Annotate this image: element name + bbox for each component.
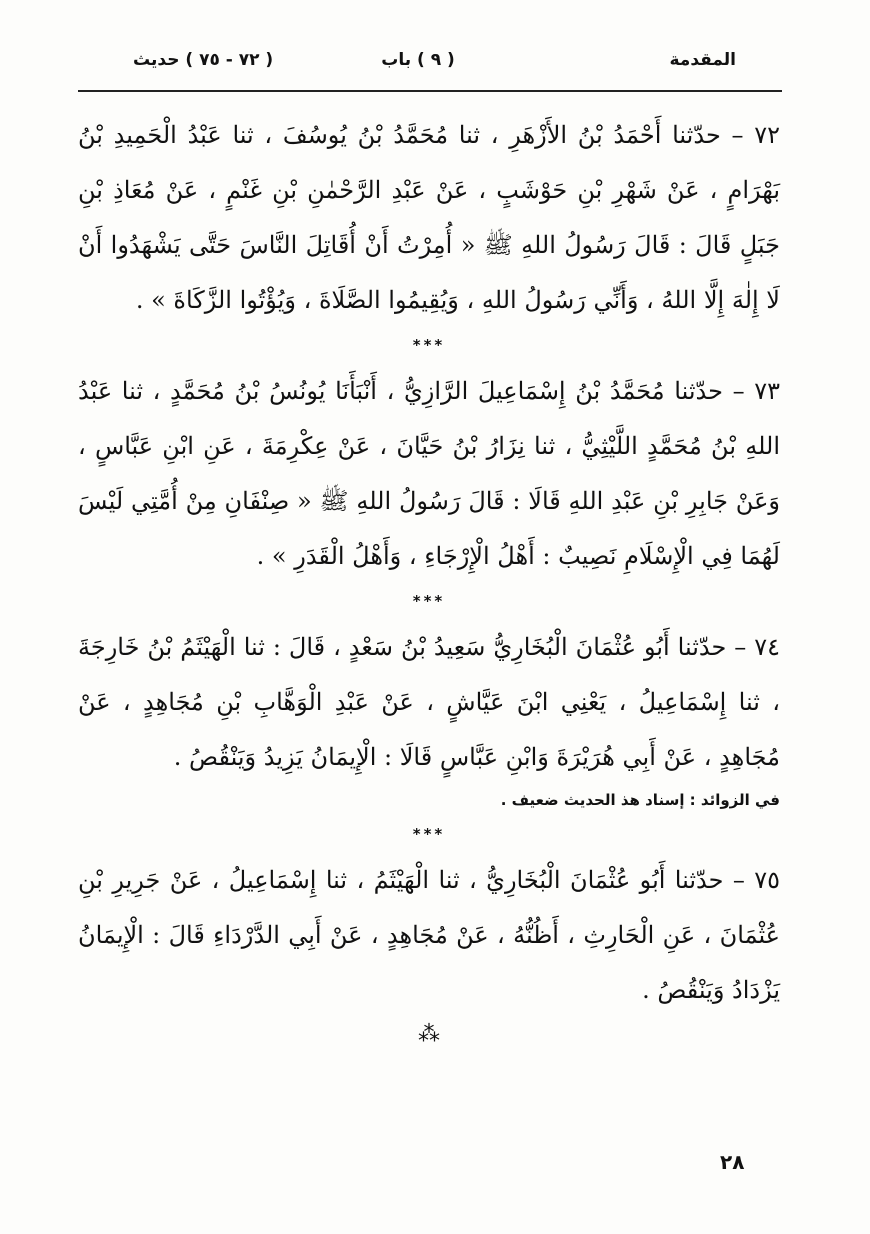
- page-number: ٢٨: [720, 1150, 745, 1174]
- zawaid-note: في الزوائد : إسناد هذ الحديث ضعيف .: [500, 791, 780, 809]
- section-separator: ***: [412, 592, 446, 610]
- hadith-74: ٧٤ – حدّثنا أَبُو عُثْمَانَ الْبُخَارِيُّ سَعِيدُ بْنُ سَعْدٍ ، قَالَ : ثنا الْهَيْثَمُ بْنُ خَارِجَةَ ، ثنا إِسْمَاعِيلُ ، يَعْنِي ابْنَ عَيَّاشٍ ، عَنْ عَبْدِ الْوَهَّابِ بْنِ مُجَاهِدٍ ، عَنْ مُجَاهِدٍ ، عَنْ أَبِي هُرَيْرَةَ وَابْنِ عَبَّاسٍ قَالَا : الْإِيمَانُ يَزِيدُ وَيَنْقُصُ .: [78, 633, 780, 771]
- hadith-range: ( ٧٢ - ٧٥ ) حديث: [133, 50, 274, 70]
- end-ornament: ⁂: [418, 1022, 440, 1047]
- hadith-75: ٧٥ – حدّثنا أَبُو عُثْمَانَ الْبُخَارِيُّ ، ثنا الْهَيْثَمُ ، ثنا إِسْمَاعِيلُ ، عَنْ جَرِيرِ بْنِ عُثْمَانَ ، عَنِ الْحَارِثِ ، أَظُنُّهُ ، عَنْ مُجَاهِدٍ ، عَنْ أَبِي الدَّرْدَاءِ قَالَ : الْإِيمَانُ يَزْدَادُ وَيَنْقُصُ .: [78, 866, 780, 1004]
- section-separator: ***: [412, 336, 446, 354]
- hadith-73: ٧٣ – حدّثنا مُحَمَّدُ بْنُ إِسْمَاعِيلَ الرَّازِيُّ ، أَنْبَأَنَا يُونُسُ بْنُ مُحَمَّدٍ ، ثنا عَبْدُ اللهِ بْنُ مُحَمَّدٍ اللَّيْثِيُّ ، ثنا نِزَارُ بْنُ حَيَّانَ ، عَنْ عِكْرِمَةَ ، عَنِ ابْنِ عَبَّاسٍ ، وَعَنْ جَابِرِ بْنِ عَبْدِ اللهِ قَالَا : قَالَ رَسُولُ اللهِ ﷺ « صِنْفَانِ مِنْ أُمَّتِي لَيْسَ لَهُمَا فِي الْإِسْلَامِ نَصِيبٌ : أَهْلُ الْإِرْجَاءِ ، وَأَهْلُ الْقَدَرِ » .: [78, 377, 780, 570]
- hadith-72: ٧٢ – حدّثنا أَحْمَدُ بْنُ الأَزْهَرِ ، ثنا مُحَمَّدُ بْنُ يُوسُفَ ، ثنا عَبْدُ الْحَمِيدِ بْنُ بَهْرَامٍ ، عَنْ شَهْرِ بْنِ حَوْشَبٍ ، عَنْ عَبْدِ الرَّحْمٰنِ بْنِ غَنْمٍ ، عَنْ مُعَاذِ بْنِ جَبَلٍ قَالَ : قَالَ رَسُولُ اللهِ ﷺ « أُمِرْتُ أَنْ أُقَاتِلَ النَّاسَ حَتَّى يَشْهَدُوا أَنْ لَا إِلٰهَ إِلَّا اللهُ ، وَأَنِّي رَسُولُ اللهِ ، وَيُقِيمُوا الصَّلَاةَ ، وَيُؤْتُوا الزَّكَاةَ » .: [78, 121, 780, 314]
- running-header: [78, 44, 736, 84]
- page-body: [78, 108, 780, 1047]
- section-separator: ***: [412, 825, 446, 843]
- chapter-label: ( ٩ ) باب: [381, 50, 455, 70]
- section-title: المقدمة: [669, 50, 736, 70]
- header-rule: [78, 90, 782, 92]
